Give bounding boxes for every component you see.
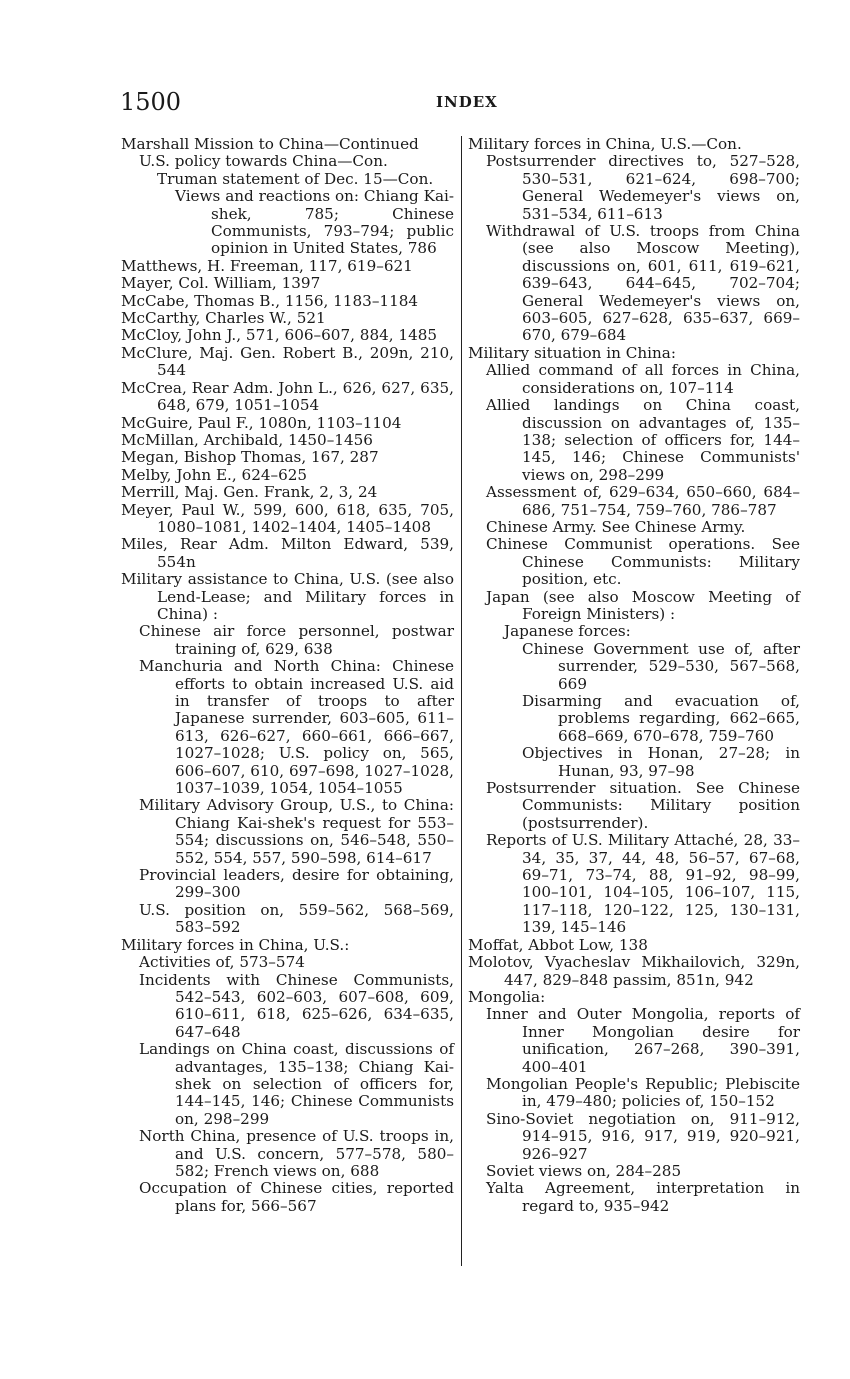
index-entry: McMillan, Archibald, 1450–1456 <box>121 430 373 449</box>
index-entry: U.S. policy towards China—Con. <box>139 152 388 171</box>
index-entry: McGuire, Paul F., 1080n, 1103–1104 <box>121 413 402 432</box>
index-entry: Moffat, Abbot Low, 138 <box>468 935 648 954</box>
index-entry: Chinese air force personnel, postwar training of, 629, 638 <box>139 622 454 658</box>
index-entry: McCrea, Rear Adm. John L., 626, 627, 635, 648, 679, 1051–1054 <box>121 378 454 415</box>
index-entry: Chinese Communist operations. See Chinese Communists: Military position, etc. <box>486 535 800 589</box>
index-entry: Views and reactions on: Chiang Kai-shek, 785; Chinese Communists, 793–794; public opinion in United States, 786 <box>175 187 454 258</box>
index-entry: Japan (see also Moscow Meeting of Foreign Ministers) : <box>486 587 800 623</box>
index-entry: Marshall Mission to China—Continued <box>121 135 419 153</box>
index-entry: Mongolian People's Republic; Plebiscite in, 479–480; policies of, 150–152 <box>486 1074 800 1111</box>
index-entry: Melby, John E., 624–625 <box>121 465 308 484</box>
index-entry: Merrill, Maj. Gen. Frank, 2, 3, 24 <box>121 483 378 502</box>
index-entry: Military Advisory Group, U.S., to China: Chiang Kai-shek's request for 553–554; discussions on, 546–548, 550–552, 554, 557, 590–598, 614–617 <box>139 796 454 867</box>
index-entry: Military situation in China: <box>468 343 676 362</box>
index-entry: Meyer, Paul W., 599, 600, 618, 635, 705, 1080–1081, 1402–1404, 1405–1408 <box>121 500 454 536</box>
index-entry: Activities of, 573–574 <box>139 953 305 972</box>
index-entry: U.S. position on, 559–562, 568–569, 583–592 <box>139 900 454 937</box>
index-entry: Disarming and evacuation of, problems regarding, 662–665, 668–669, 670–678, 759–760 <box>522 692 800 745</box>
index-entry: Allied landings on China coast, discussion on advantages of, 135–138; selection of officers for, 144–145, 146; Chinese Communists' views on, 298–299 <box>486 396 800 484</box>
index-entry: McClure, Maj. Gen. Robert B., 209n, 210, 544 <box>121 343 454 380</box>
index-entry: Chinese Government use of, after surrender, 529–530, 567–568, 669 <box>522 639 800 693</box>
running-head: INDEX <box>436 93 498 111</box>
index-entry: Mayer, Col. William, 1397 <box>121 274 321 293</box>
index-entry: McCarthy, Charles W., 521 <box>121 309 326 328</box>
index-entry: Reports of U.S. Military Attaché, 28, 33–34, 35, 37, 44, 48, 56–57, 67–68, 69–71, 73–74, 88, 91–92, 98–99, 100–101, 104–105, 106–107, 115, 117–118, 120–122, 125, 130–131, 139, 145–146 <box>486 831 800 937</box>
index-entry: Assessment of, 629–634, 650–660, 684–686, 751–754, 759–760, 786–787 <box>486 483 800 519</box>
index-entry: McCloy, John J., 571, 606–607, 884, 1485 <box>121 326 438 345</box>
index-column-right <box>468 136 800 1215</box>
index-entry: Withdrawal of U.S. troops from China (see also Moscow Meeting), discussions on, 601, 611, 619–621, 639–643, 644–645, 702–704; General Wedemeyer's views on, 603–605, 627–628, 635–637, 669–670, 679–684 <box>486 222 800 345</box>
page-number: 1500 <box>120 88 182 116</box>
index-entry: Military forces in China, U.S.—Con. <box>468 135 742 153</box>
index-entry: Allied command of all forces in China, considerations on, 107–114 <box>486 361 800 397</box>
index-entry: Miles, Rear Adm. Milton Edward, 539, 554n <box>121 535 454 571</box>
index-entry: Megan, Bishop Thomas, 167, 287 <box>121 448 379 467</box>
index-entry: Manchuria and North China: Chinese efforts to obtain increased U.S. aid in transfer of troops to after Japanese surrender, 603–605, 611–613, 626–627, 660–661, 666–667, 1027–1028; U.S. policy on, 565, 606–607, 610, 697–698, 1027–1028, 1037–1039, 1054, 1054–1055 <box>139 657 454 798</box>
index-entry: Soviet views on, 284–285 <box>486 1161 682 1180</box>
index-column-left <box>121 136 454 1215</box>
index-entry: Military forces in China, U.S.: <box>121 935 350 954</box>
index-entry: Japanese forces: <box>504 622 631 641</box>
index-entry: Provincial leaders, desire for obtaining, 299–300 <box>139 866 454 902</box>
index-entry: Chinese Army. See Chinese Army. <box>486 517 746 536</box>
index-entry: Objectives in Honan, 27–28; in Hunan, 93, 97–98 <box>522 744 800 780</box>
index-entry: Mongolia: <box>468 987 546 1006</box>
index-entry: Sino-Soviet negotiation on, 911–912, 914–915, 916, 917, 919, 920–921, 926–927 <box>486 1109 800 1163</box>
index-entry: Truman statement of Dec. 15—Con. <box>157 169 434 188</box>
index-entry: McCabe, Thomas B., 1156, 1183–1184 <box>121 291 419 310</box>
index-entry: Landings on China coast, discussions of advantages, 135–138; Chiang Kai-shek on selection of officers for, 144–145, 146; Chinese Communists on, 298–299 <box>139 1040 454 1128</box>
index-entry: Incidents with Chinese Communists, 542–543, 602–603, 607–608, 609, 610–611, 618, 625–626, 634–635, 647–648 <box>139 970 454 1041</box>
index-entry: Molotov, Vyacheslav Mikhailovich, 329n, 447, 829–848 passim, 851n, 942 <box>468 953 800 989</box>
column-divider <box>461 136 462 1266</box>
index-entry: Inner and Outer Mongolia, reports of Inner Mongolian desire for unification, 267–268, 390–391, 400–401 <box>486 1005 800 1076</box>
index-entry: Postsurrender situation. See Chinese Communists: Military position (postsurrender). <box>486 779 800 832</box>
index-entry: Postsurrender directives to, 527–528, 530–531, 621–624, 698–700; General Wedemeyer's views on, 531–534, 611–613 <box>486 152 800 223</box>
index-entry: Yalta Agreement, interpretation in regard to, 935–942 <box>486 1179 800 1215</box>
index-entry: Military assistance to China, U.S. (see also Lend-Lease; and Military forces in China) : <box>121 570 454 623</box>
index-entry: Occupation of Chinese cities, reported plans for, 566–567 <box>139 1179 454 1215</box>
index-entry: Matthews, H. Freeman, 117, 619–621 <box>121 256 413 275</box>
index-entry: North China, presence of U.S. troops in, and U.S. concern, 577–578, 580–582; French views on, 688 <box>139 1127 454 1180</box>
